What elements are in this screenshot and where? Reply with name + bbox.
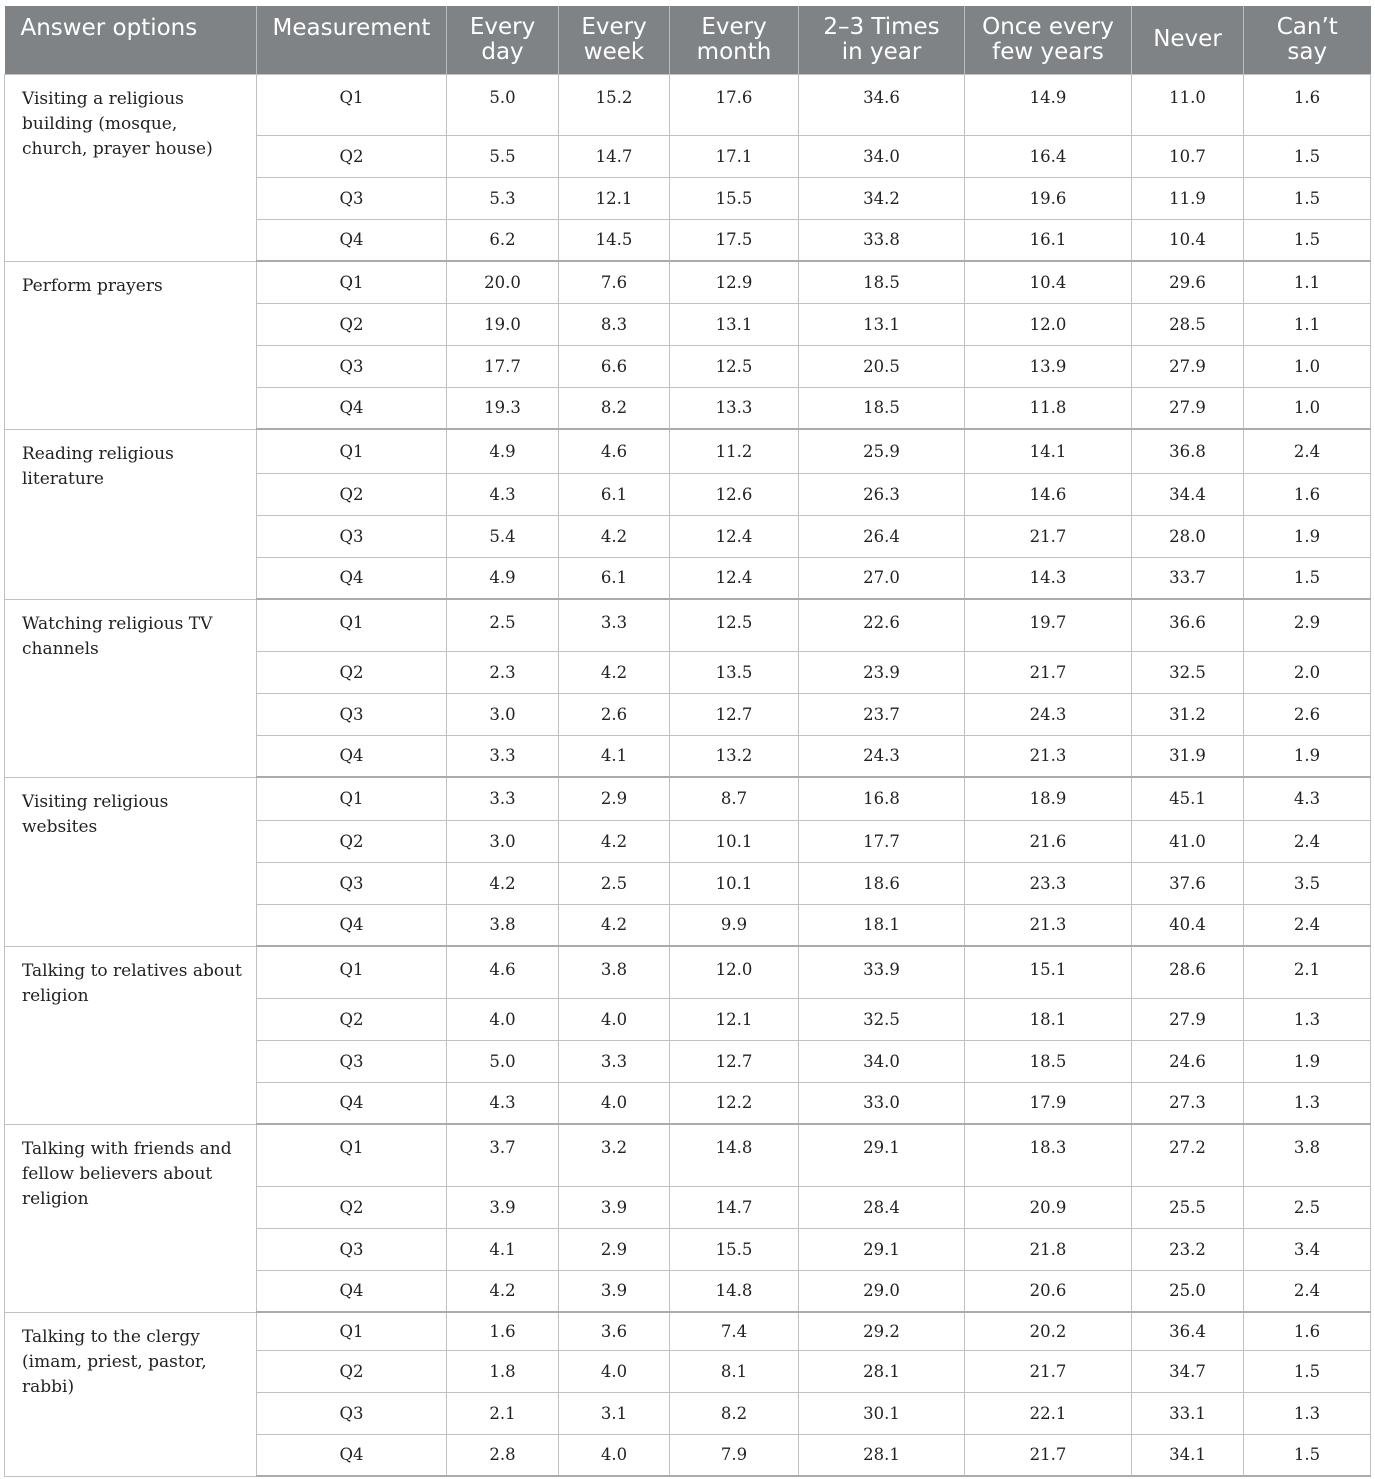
value-cell: 4.2 [559, 515, 670, 557]
table-row [5, 1312, 1371, 1350]
value-cell: 4.9 [447, 429, 559, 473]
value-cell: 14.7 [670, 1186, 799, 1228]
value-cell: 36.8 [1132, 429, 1244, 473]
value-cell: 2.9 [559, 1228, 670, 1270]
measurement-cell: Q3 [257, 177, 447, 219]
value-cell: 29.1 [799, 1228, 965, 1270]
value-cell: 12.1 [670, 998, 799, 1040]
measurement-cell: Q4 [257, 219, 447, 261]
measurement-cell: Q3 [257, 345, 447, 387]
value-cell: 12.5 [670, 599, 799, 651]
value-cell: 23.2 [1132, 1228, 1244, 1270]
value-cell: 31.9 [1132, 735, 1244, 777]
value-cell: 12.5 [670, 345, 799, 387]
value-cell: 16.4 [965, 135, 1132, 177]
value-cell: 26.3 [799, 473, 965, 515]
value-cell: 21.7 [965, 651, 1132, 693]
value-cell: 18.1 [799, 904, 965, 946]
value-cell: 15.2 [559, 74, 670, 135]
measurement-cell: Q1 [257, 946, 447, 998]
value-cell: 12.7 [670, 1040, 799, 1082]
value-cell: 24.3 [799, 735, 965, 777]
value-cell: 31.2 [1132, 693, 1244, 735]
value-cell: 2.8 [447, 1434, 559, 1476]
measurement-cell: Q2 [257, 820, 447, 862]
value-cell: 3.3 [447, 735, 559, 777]
value-cell: 3.3 [447, 777, 559, 820]
value-cell: 45.1 [1132, 777, 1244, 820]
answer-option-label: Talking to relatives about religion [5, 946, 257, 1124]
value-cell: 25.9 [799, 429, 965, 473]
value-cell: 2.1 [1244, 946, 1371, 998]
measurement-cell: Q4 [257, 387, 447, 429]
value-cell: 3.6 [559, 1312, 670, 1350]
value-cell: 18.5 [799, 387, 965, 429]
value-cell: 29.0 [799, 1270, 965, 1312]
value-cell: 9.9 [670, 904, 799, 946]
value-cell: 34.4 [1132, 473, 1244, 515]
value-cell: 13.2 [670, 735, 799, 777]
value-cell: 3.2 [559, 1124, 670, 1186]
value-cell: 12.9 [670, 261, 799, 303]
value-cell: 11.9 [1132, 177, 1244, 219]
value-cell: 1.5 [1244, 557, 1371, 599]
value-cell: 7.9 [670, 1434, 799, 1476]
value-cell: 2.1 [447, 1392, 559, 1434]
measurement-cell: Q3 [257, 693, 447, 735]
value-cell: 12.4 [670, 515, 799, 557]
value-cell: 18.9 [965, 777, 1132, 820]
value-cell: 13.1 [799, 303, 965, 345]
value-cell: 5.0 [447, 74, 559, 135]
value-cell: 12.0 [965, 303, 1132, 345]
measurement-cell: Q2 [257, 651, 447, 693]
col-header-answer-options: Answer options [5, 6, 257, 74]
value-cell: 1.6 [447, 1312, 559, 1350]
value-cell: 1.0 [1244, 345, 1371, 387]
value-cell: 11.8 [965, 387, 1132, 429]
value-cell: 15.5 [670, 1228, 799, 1270]
value-cell: 21.3 [965, 904, 1132, 946]
measurement-cell: Q1 [257, 599, 447, 651]
value-cell: 34.2 [799, 177, 965, 219]
value-cell: 4.2 [447, 862, 559, 904]
value-cell: 25.5 [1132, 1186, 1244, 1228]
value-cell: 4.2 [559, 904, 670, 946]
measurement-cell: Q3 [257, 862, 447, 904]
value-cell: 3.1 [559, 1392, 670, 1434]
measurement-cell: Q2 [257, 1186, 447, 1228]
value-cell: 29.6 [1132, 261, 1244, 303]
value-cell: 20.6 [965, 1270, 1132, 1312]
measurement-cell: Q4 [257, 735, 447, 777]
value-cell: 13.3 [670, 387, 799, 429]
value-cell: 14.3 [965, 557, 1132, 599]
value-cell: 28.6 [1132, 946, 1244, 998]
value-cell: 5.4 [447, 515, 559, 557]
value-cell: 33.0 [799, 1082, 965, 1124]
value-cell: 24.6 [1132, 1040, 1244, 1082]
value-cell: 1.1 [1244, 303, 1371, 345]
value-cell: 12.7 [670, 693, 799, 735]
value-cell: 1.5 [1244, 1434, 1371, 1476]
value-cell: 12.2 [670, 1082, 799, 1124]
value-cell: 2.4 [1244, 1270, 1371, 1312]
value-cell: 8.2 [670, 1392, 799, 1434]
value-cell: 29.2 [799, 1312, 965, 1350]
col-header-once-every-few-years: Once every few years [965, 6, 1132, 74]
value-cell: 4.1 [559, 735, 670, 777]
header-row [5, 6, 1371, 74]
value-cell: 23.3 [965, 862, 1132, 904]
value-cell: 22.1 [965, 1392, 1132, 1434]
value-cell: 28.5 [1132, 303, 1244, 345]
value-cell: 8.7 [670, 777, 799, 820]
value-cell: 21.8 [965, 1228, 1132, 1270]
measurement-cell: Q4 [257, 1434, 447, 1476]
value-cell: 10.1 [670, 862, 799, 904]
value-cell: 4.0 [559, 1350, 670, 1392]
value-cell: 36.6 [1132, 599, 1244, 651]
value-cell: 4.2 [559, 820, 670, 862]
answer-option-label: Watching religious TV channels [5, 599, 257, 777]
value-cell: 18.5 [799, 261, 965, 303]
value-cell: 23.7 [799, 693, 965, 735]
value-cell: 18.3 [965, 1124, 1132, 1186]
value-cell: 3.3 [559, 1040, 670, 1082]
value-cell: 17.7 [799, 820, 965, 862]
value-cell: 27.0 [799, 557, 965, 599]
measurement-cell: Q3 [257, 1228, 447, 1270]
value-cell: 4.6 [559, 429, 670, 473]
value-cell: 33.1 [1132, 1392, 1244, 1434]
measurement-cell: Q4 [257, 1270, 447, 1312]
table-row [5, 599, 1371, 651]
value-cell: 28.1 [799, 1434, 965, 1476]
value-cell: 24.3 [965, 693, 1132, 735]
col-header-measurement: Measurement [257, 6, 447, 74]
value-cell: 3.8 [559, 946, 670, 998]
value-cell: 4.6 [447, 946, 559, 998]
measurement-cell: Q3 [257, 1040, 447, 1082]
value-cell: 4.3 [447, 473, 559, 515]
measurement-cell: Q1 [257, 1124, 447, 1186]
value-cell: 28.0 [1132, 515, 1244, 557]
value-cell: 3.8 [447, 904, 559, 946]
value-cell: 8.1 [670, 1350, 799, 1392]
value-cell: 1.9 [1244, 515, 1371, 557]
value-cell: 10.4 [965, 261, 1132, 303]
value-cell: 21.3 [965, 735, 1132, 777]
measurement-cell: Q1 [257, 777, 447, 820]
value-cell: 12.6 [670, 473, 799, 515]
value-cell: 19.6 [965, 177, 1132, 219]
value-cell: 6.1 [559, 557, 670, 599]
measurement-cell: Q2 [257, 473, 447, 515]
table-row [5, 261, 1371, 303]
answer-option-label: Reading religious literature [5, 429, 257, 599]
value-cell: 2.4 [1244, 820, 1371, 862]
value-cell: 20.9 [965, 1186, 1132, 1228]
value-cell: 18.1 [965, 998, 1132, 1040]
value-cell: 19.7 [965, 599, 1132, 651]
measurement-cell: Q2 [257, 1350, 447, 1392]
value-cell: 4.1 [447, 1228, 559, 1270]
measurement-cell: Q4 [257, 1082, 447, 1124]
measurement-cell: Q2 [257, 303, 447, 345]
value-cell: 28.1 [799, 1350, 965, 1392]
value-cell: 21.7 [965, 1350, 1132, 1392]
value-cell: 18.6 [799, 862, 965, 904]
value-cell: 1.3 [1244, 1392, 1371, 1434]
value-cell: 5.3 [447, 177, 559, 219]
value-cell: 37.6 [1132, 862, 1244, 904]
religious-practice-table [4, 6, 1371, 1477]
col-header-every-day: Every day [447, 6, 559, 74]
value-cell: 16.1 [965, 219, 1132, 261]
value-cell: 27.2 [1132, 1124, 1244, 1186]
value-cell: 2.9 [1244, 599, 1371, 651]
value-cell: 19.0 [447, 303, 559, 345]
value-cell: 4.0 [559, 998, 670, 1040]
value-cell: 1.9 [1244, 1040, 1371, 1082]
value-cell: 2.5 [1244, 1186, 1371, 1228]
value-cell: 27.9 [1132, 387, 1244, 429]
value-cell: 14.5 [559, 219, 670, 261]
value-cell: 27.3 [1132, 1082, 1244, 1124]
value-cell: 7.4 [670, 1312, 799, 1350]
value-cell: 1.5 [1244, 177, 1371, 219]
value-cell: 1.3 [1244, 998, 1371, 1040]
value-cell: 32.5 [1132, 651, 1244, 693]
answer-option-label: Talking with friends and fellow believers about religion [5, 1124, 257, 1312]
value-cell: 21.7 [965, 515, 1132, 557]
value-cell: 21.6 [965, 820, 1132, 862]
value-cell: 14.8 [670, 1124, 799, 1186]
value-cell: 34.0 [799, 1040, 965, 1082]
table-row [5, 946, 1371, 998]
value-cell: 2.4 [1244, 429, 1371, 473]
value-cell: 8.3 [559, 303, 670, 345]
col-header-2-3-times-in-year: 2–3 Times in year [799, 6, 965, 74]
value-cell: 14.7 [559, 135, 670, 177]
value-cell: 10.7 [1132, 135, 1244, 177]
value-cell: 10.1 [670, 820, 799, 862]
value-cell: 3.9 [447, 1186, 559, 1228]
value-cell: 33.8 [799, 219, 965, 261]
value-cell: 4.3 [447, 1082, 559, 1124]
measurement-cell: Q1 [257, 74, 447, 135]
value-cell: 1.9 [1244, 735, 1371, 777]
table-row [5, 777, 1371, 820]
value-cell: 34.0 [799, 135, 965, 177]
value-cell: 1.5 [1244, 1350, 1371, 1392]
value-cell: 6.1 [559, 473, 670, 515]
value-cell: 17.6 [670, 74, 799, 135]
value-cell: 34.1 [1132, 1434, 1244, 1476]
value-cell: 1.1 [1244, 261, 1371, 303]
value-cell: 2.0 [1244, 651, 1371, 693]
value-cell: 21.7 [965, 1434, 1132, 1476]
value-cell: 6.2 [447, 219, 559, 261]
table-row [5, 429, 1371, 473]
value-cell: 26.4 [799, 515, 965, 557]
value-cell: 1.6 [1244, 1312, 1371, 1350]
value-cell: 20.5 [799, 345, 965, 387]
table-body [5, 74, 1371, 1476]
value-cell: 2.6 [1244, 693, 1371, 735]
value-cell: 25.0 [1132, 1270, 1244, 1312]
answer-option-label: Visiting religious websites [5, 777, 257, 946]
value-cell: 14.1 [965, 429, 1132, 473]
value-cell: 3.3 [559, 599, 670, 651]
value-cell: 3.9 [559, 1270, 670, 1312]
value-cell: 4.2 [559, 651, 670, 693]
value-cell: 4.0 [559, 1082, 670, 1124]
measurement-cell: Q4 [257, 557, 447, 599]
answer-option-label: Visiting a religious building (mosque, church, prayer house) [5, 74, 257, 261]
value-cell: 17.5 [670, 219, 799, 261]
value-cell: 2.6 [559, 693, 670, 735]
measurement-cell: Q1 [257, 1312, 447, 1350]
value-cell: 13.1 [670, 303, 799, 345]
value-cell: 1.5 [1244, 219, 1371, 261]
value-cell: 13.5 [670, 651, 799, 693]
value-cell: 34.7 [1132, 1350, 1244, 1392]
value-cell: 14.9 [965, 74, 1132, 135]
value-cell: 13.9 [965, 345, 1132, 387]
value-cell: 1.8 [447, 1350, 559, 1392]
value-cell: 1.5 [1244, 135, 1371, 177]
value-cell: 20.0 [447, 261, 559, 303]
measurement-cell: Q1 [257, 429, 447, 473]
value-cell: 3.7 [447, 1124, 559, 1186]
value-cell: 28.4 [799, 1186, 965, 1228]
value-cell: 32.5 [799, 998, 965, 1040]
value-cell: 7.6 [559, 261, 670, 303]
value-cell: 2.3 [447, 651, 559, 693]
value-cell: 16.8 [799, 777, 965, 820]
value-cell: 34.6 [799, 74, 965, 135]
value-cell: 4.2 [447, 1270, 559, 1312]
value-cell: 3.0 [447, 693, 559, 735]
value-cell: 3.8 [1244, 1124, 1371, 1186]
value-cell: 8.2 [559, 387, 670, 429]
value-cell: 19.3 [447, 387, 559, 429]
value-cell: 3.4 [1244, 1228, 1371, 1270]
value-cell: 30.1 [799, 1392, 965, 1434]
value-cell: 6.6 [559, 345, 670, 387]
col-header-never: Never [1132, 6, 1244, 74]
answer-option-label: Talking to the clergy (imam, priest, pastor, rabbi) [5, 1312, 257, 1476]
value-cell: 2.5 [559, 862, 670, 904]
answer-option-label: Perform prayers [5, 261, 257, 429]
table-row [5, 74, 1371, 135]
measurement-cell: Q2 [257, 998, 447, 1040]
measurement-cell: Q2 [257, 135, 447, 177]
value-cell: 17.9 [965, 1082, 1132, 1124]
value-cell: 1.3 [1244, 1082, 1371, 1124]
value-cell: 2.5 [447, 599, 559, 651]
value-cell: 29.1 [799, 1124, 965, 1186]
value-cell: 40.4 [1132, 904, 1244, 946]
value-cell: 17.1 [670, 135, 799, 177]
value-cell: 11.2 [670, 429, 799, 473]
value-cell: 36.4 [1132, 1312, 1244, 1350]
value-cell: 15.5 [670, 177, 799, 219]
value-cell: 12.0 [670, 946, 799, 998]
measurement-cell: Q4 [257, 904, 447, 946]
value-cell: 1.6 [1244, 74, 1371, 135]
value-cell: 15.1 [965, 946, 1132, 998]
value-cell: 10.4 [1132, 219, 1244, 261]
col-header-every-month: Every month [670, 6, 799, 74]
value-cell: 27.9 [1132, 345, 1244, 387]
value-cell: 33.7 [1132, 557, 1244, 599]
measurement-cell: Q3 [257, 1392, 447, 1434]
value-cell: 11.0 [1132, 74, 1244, 135]
value-cell: 2.9 [559, 777, 670, 820]
value-cell: 12.1 [559, 177, 670, 219]
value-cell: 3.9 [559, 1186, 670, 1228]
value-cell: 3.5 [1244, 862, 1371, 904]
value-cell: 14.6 [965, 473, 1132, 515]
value-cell: 4.0 [559, 1434, 670, 1476]
value-cell: 1.6 [1244, 473, 1371, 515]
value-cell: 22.6 [799, 599, 965, 651]
value-cell: 27.9 [1132, 998, 1244, 1040]
col-header-cant-say: Can’t say [1244, 6, 1371, 74]
measurement-cell: Q1 [257, 261, 447, 303]
value-cell: 4.0 [447, 998, 559, 1040]
value-cell: 1.0 [1244, 387, 1371, 429]
value-cell: 5.0 [447, 1040, 559, 1082]
value-cell: 23.9 [799, 651, 965, 693]
value-cell: 4.9 [447, 557, 559, 599]
value-cell: 18.5 [965, 1040, 1132, 1082]
col-header-every-week: Every week [559, 6, 670, 74]
value-cell: 3.0 [447, 820, 559, 862]
value-cell: 12.4 [670, 557, 799, 599]
value-cell: 33.9 [799, 946, 965, 998]
measurement-cell: Q3 [257, 515, 447, 557]
value-cell: 41.0 [1132, 820, 1244, 862]
value-cell: 17.7 [447, 345, 559, 387]
table-row [5, 1124, 1371, 1186]
value-cell: 14.8 [670, 1270, 799, 1312]
value-cell: 20.2 [965, 1312, 1132, 1350]
value-cell: 2.4 [1244, 904, 1371, 946]
value-cell: 4.3 [1244, 777, 1371, 820]
value-cell: 5.5 [447, 135, 559, 177]
